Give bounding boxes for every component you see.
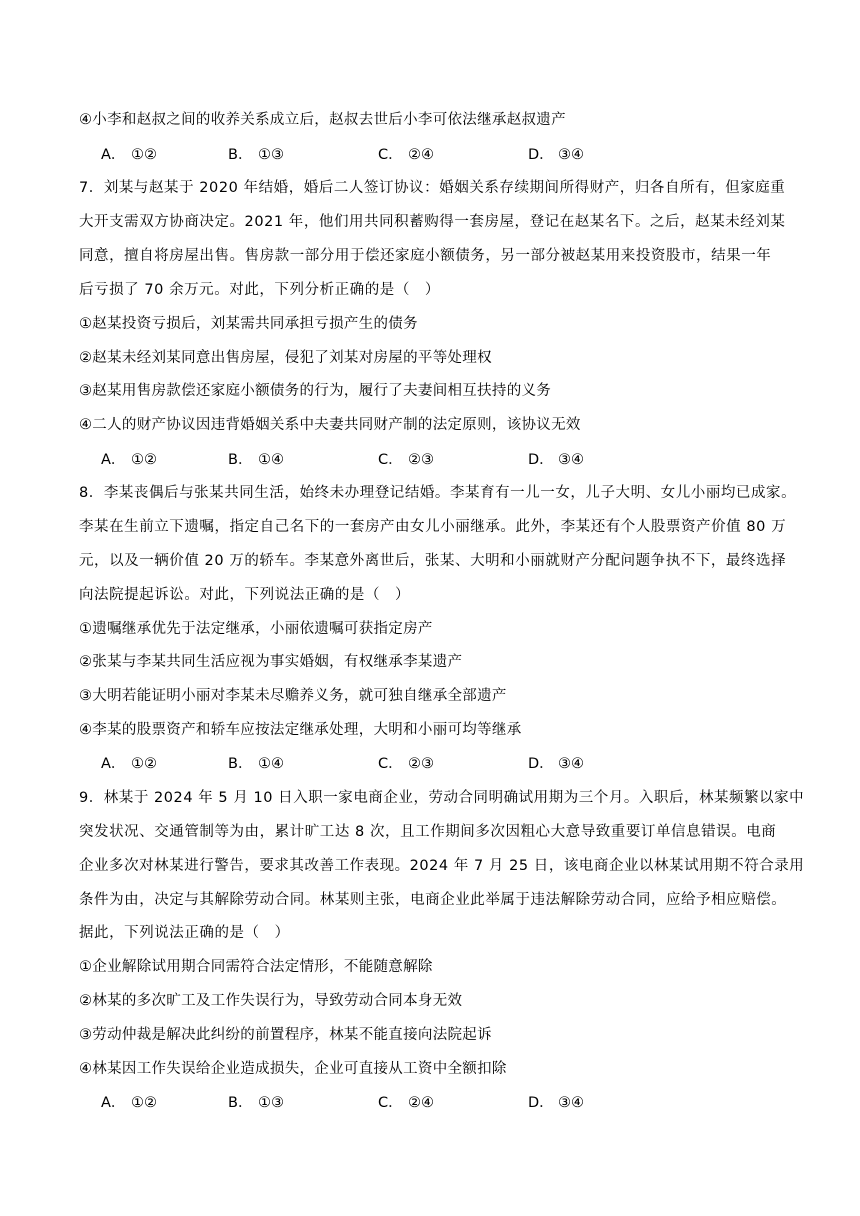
choice-a: A． ①② — [101, 452, 157, 468]
question-9-option: ③劳动仲裁是解决此纠纷的前置程序，林某不能直接向法院起诉 — [79, 1027, 492, 1043]
question-7-stem-line: 7．刘某与赵某于 2020 年结婚，婚后二人签订协议：婚姻关系存续期间所得财产，归各自所有，但家庭重 — [79, 180, 786, 196]
question-9-stem-line: 9．林某于 2024 年 5 月 10 日入职一家电商企业，劳动合同明确试用期为三个月。入职后，林某频繁以家中 — [79, 790, 805, 806]
question-7-option: ④二人的财产协议因违背婚姻关系中夫妻共同财产制的法定原则，该协议无效 — [79, 417, 581, 433]
choice-b: B． ①④ — [228, 452, 284, 468]
option-line: ④小李和赵叔之间的收养关系成立后，赵叔去世后小李可依法继承赵叔遗产 — [79, 112, 566, 128]
choice-a: A． ①② — [101, 147, 157, 163]
question-9-stem-line: 据此，下列说法正确的是（ ） — [79, 925, 290, 941]
choice-c: C． ②④ — [378, 147, 434, 163]
choice-a: A． ①② — [101, 756, 157, 772]
question-9-option: ④林某因工作失误给企业造成损失，企业可直接从工资中全额扣除 — [79, 1061, 507, 1077]
question-9-option: ②林某的多次旷工及工作失误行为，导致劳动合同本身无效 — [79, 993, 463, 1009]
question-7-option: ③赵某用售房款偿还家庭小额债务的行为，履行了夫妻间相互扶持的义务 — [79, 383, 552, 399]
choice-c: C． ②③ — [378, 756, 434, 772]
question-8-option: ④李某的股票资产和轿车应按法定继承处理，大明和小丽可均等继承 — [79, 722, 522, 738]
question-7-stem-line: 同意，擅自将房屋出售。售房款一部分用于偿还家庭小额债务，另一部分被赵某用来投资股市，结果一年 — [79, 248, 772, 264]
question-8-stem-line: 元，以及一辆价值 20 万的轿车。李某意外离世后，张某、大明和小丽就财产分配问题争执不下，最终选择 — [79, 553, 787, 569]
choice-b: B． ①④ — [228, 756, 284, 772]
question-7-choices — [0, 450, 860, 470]
question-8-option: ①遗嘱继承优先于法定继承，小丽依遗嘱可获指定房产 — [79, 621, 433, 637]
choice-c: C． ②③ — [378, 452, 434, 468]
choice-d: D． ③④ — [528, 147, 584, 163]
question-9-stem-line: 突发状况、交通管制等为由，累计旷工达 8 次，且工作期间多次因粗心大意导致重要订单信息错误。电商 — [79, 824, 777, 840]
choice-d: D． ③④ — [528, 756, 584, 772]
question-8-option: ②张某与李某共同生活应视为事实婚姻，有权继承李某遗产 — [79, 654, 463, 670]
choice-b: B． ①③ — [228, 1095, 284, 1111]
question-9-choices — [0, 1093, 860, 1113]
question-9-stem-line: 条件为由，决定与其解除劳动合同。林某则主张，电商企业此举属于违法解除劳动合同，应给予相应赔偿。 — [79, 892, 787, 908]
question-7-stem-line: 后亏损了 70 余万元。对此，下列分析正确的是（ ） — [79, 282, 440, 298]
question-7-option: ①赵某投资亏损后，刘某需共同承担亏损产生的债务 — [79, 316, 418, 332]
choice-a: A． ①② — [101, 1095, 157, 1111]
choice-c: C． ②④ — [378, 1095, 434, 1111]
choice-b: B． ①③ — [228, 147, 284, 163]
answer-choices-row — [0, 145, 860, 165]
question-9-stem-line: 企业多次对林某进行警告，要求其改善工作表现。2024 年 7 月 25 日，该电商企业以林某试用期不符合录用 — [79, 858, 805, 874]
choice-d: D． ③④ — [528, 1095, 584, 1111]
question-9-option: ①企业解除试用期合同需符合法定情形，不能随意解除 — [79, 959, 433, 975]
question-8-option: ③大明若能证明小丽对李某未尽赡养义务，就可独自继承全部遗产 — [79, 688, 507, 704]
question-7-option: ②赵某未经刘某同意出售房屋，侵犯了刘某对房屋的平等处理权 — [79, 350, 492, 366]
question-8-choices — [0, 754, 860, 774]
question-7-stem-line: 大开支需双方协商决定。2021 年，他们用共同积蓄购得一套房屋，登记在赵某名下。之后，赵某未经刘某 — [79, 214, 786, 230]
choice-d: D． ③④ — [528, 452, 584, 468]
question-8-stem-line: 向法院提起诉讼。对此，下列说法正确的是（ ） — [79, 587, 411, 603]
question-8-stem-line: 李某在生前立下遗嘱，指定自己名下的一套房产由女儿小丽继承。此外，李某还有个人股票资产价值 80 万 — [79, 519, 787, 535]
question-8-stem-line: 8．李某丧偶后与张某共同生活，始终未办理登记结婚。李某育有一儿一女，儿子大明、女儿小丽均已成家。 — [79, 485, 797, 501]
